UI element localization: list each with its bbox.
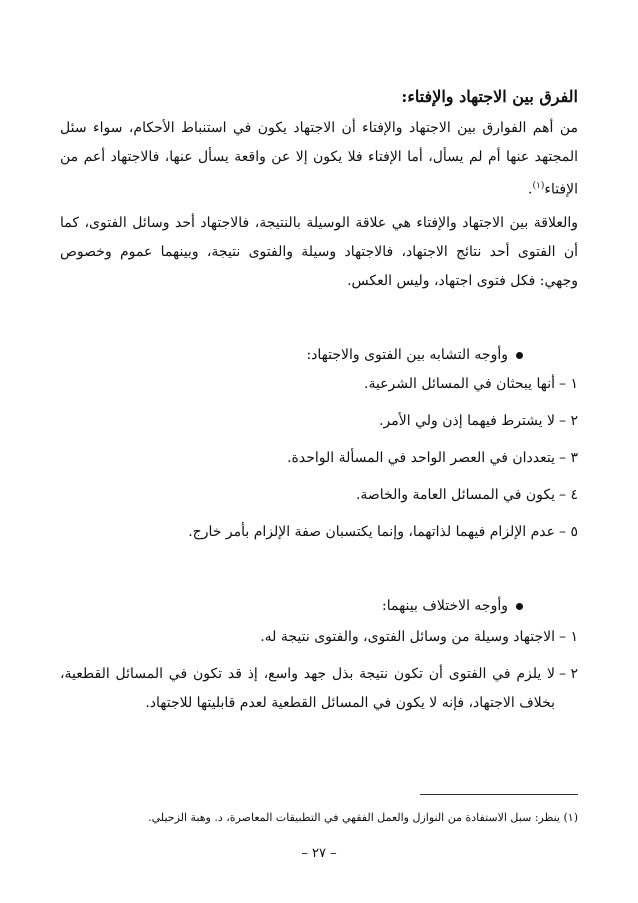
bullet-icon [516, 352, 523, 359]
list-item [60, 444, 578, 481]
list-item [60, 660, 578, 718]
paragraph-1-text: من أهم الفوارق بين الاجتهاد والإفتاء أن الاجتهاد يكون في استنباط الأحكام، سواء سئل المجتهد عنها أم لم يسأل، أما الإفتاء فلا يكون إلا عن واقعة يسأل عنها، فالاجتهاد أعم من الإفتاء [60, 120, 578, 198]
item-number: ١ – [559, 376, 578, 392]
differences-title: وأوجه الاختلاف بينهما: [382, 598, 508, 614]
paragraph-1 [60, 114, 578, 205]
item-text: أنها يبحثان في المسائل الشرعية. [364, 376, 556, 392]
item-number: ٥ – [559, 524, 578, 540]
section-heading: الفرق بين الاجتهاد والإفتاء: [401, 87, 578, 106]
list-item [60, 481, 578, 518]
differences-heading [382, 593, 523, 619]
page-number: – ٢٧ – [301, 846, 337, 861]
item-text: يكون في المسائل العامة والخاصة. [355, 487, 556, 503]
item-number: ١ – [559, 629, 578, 645]
item-text: الاجتهاد وسيلة من وسائل الفتوى، والفتوى نتيجة له. [260, 629, 556, 645]
similarities-title: وأوجه التشابه بين الفتوى والاجتهاد: [306, 347, 508, 363]
differences-list [60, 623, 578, 726]
footnote-reference: (١) [532, 181, 545, 191]
bullet-icon [516, 603, 523, 610]
item-number: ٢ – [559, 413, 578, 429]
footnote: (١) ينظر: سبل الاستفادة من النوازل والعمل الفقهي في التطبيقات المعاصرة، د. وهبة الزحيلي. [148, 811, 578, 824]
paragraph-2: والعلاقة بين الاجتهاد والإفتاء هي علاقة الوسيلة بالنتيجة، فالاجتهاد أحد وسائل الفتوى، كما أن الفتوى أحد نتائج الاجتهاد، فالاجتهاد وسيلة والفتوى نتيجة، وبينهما عموم وخصوص وجهي: فكل فتوى اجتهاد، وليس العكس. [60, 215, 578, 289]
paragraph-1-end: . [528, 181, 533, 198]
item-text: لا يلزم في الفتوى أن تكون نتيجة بذل جهد واسع، إذ قد تكون في المسائل القطعية، بخلاف الاجتهاد، فإنه لا يكون في المسائل القطعية لعدم قابليتها للاجتهاد. [60, 666, 556, 711]
list-item [60, 370, 578, 407]
item-number: ٣ – [559, 450, 578, 466]
item-text: يتعددان في العصر الواحد في المسألة الواحدة. [287, 450, 556, 466]
list-item [60, 407, 578, 444]
footnote-divider [420, 794, 578, 795]
item-number: ٤ – [559, 487, 578, 503]
similarities-list [60, 370, 578, 555]
item-text: عدم الإلزام فيهما لذاتهما، وإنما يكتسبان صفة الإلزام بأمر خارج. [188, 524, 556, 540]
item-text: لا يشترط فيهما إذن ولي الأمر. [379, 413, 556, 429]
list-item [60, 518, 578, 555]
similarities-heading [306, 342, 523, 368]
list-item [60, 623, 578, 652]
item-number: ٢ – [559, 666, 578, 682]
